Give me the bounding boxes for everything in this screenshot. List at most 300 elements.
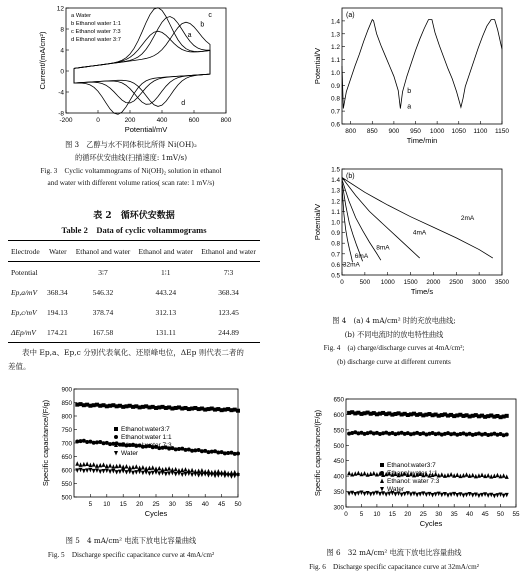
data-point xyxy=(92,462,96,467)
data-point xyxy=(449,493,453,498)
panel-label: (a) xyxy=(346,12,355,19)
legend-marker xyxy=(380,487,384,492)
x-tick-label: 950 xyxy=(410,128,421,135)
cell: 131.11 xyxy=(155,327,176,337)
legend-marker xyxy=(114,435,118,439)
data-point xyxy=(200,468,204,473)
data-point xyxy=(431,493,435,498)
x-axis-label: Time/s xyxy=(410,287,434,296)
table-note-cont: 差值。 xyxy=(8,362,31,371)
data-point xyxy=(236,409,240,413)
fig6-caption-cn: 图 6 32 mA/cm² 电流下放电比容量曲线 xyxy=(326,548,462,557)
fig4b-chart xyxy=(312,165,517,305)
x-tick-label: 45 xyxy=(218,501,226,508)
data-point xyxy=(465,493,469,498)
data-point xyxy=(480,493,484,498)
y-tick-label: 650 xyxy=(61,454,72,461)
data-point xyxy=(115,470,119,475)
data-point xyxy=(167,466,171,471)
data-point xyxy=(505,414,509,418)
y-tick-label: 0.9 xyxy=(331,230,340,238)
row-label: Potential xyxy=(11,267,38,277)
data-point xyxy=(233,470,237,475)
row-label: ΔEp/mV xyxy=(11,327,36,337)
plot-frame xyxy=(342,8,502,124)
fig4-caption-en: Fig. 4 (a) charge/discharge curves at 4mA/cm²; xyxy=(323,344,465,352)
data-point xyxy=(502,494,506,499)
x-axis-label: Cycles xyxy=(144,509,168,518)
data-point xyxy=(381,491,385,496)
data-point xyxy=(492,494,496,499)
curve-label: 8mA xyxy=(376,244,390,252)
data-point xyxy=(489,474,493,479)
data-point xyxy=(216,473,220,478)
data-point xyxy=(353,471,357,476)
y-tick-label: 8 xyxy=(60,26,64,34)
legend-marker xyxy=(114,427,118,431)
data-point xyxy=(375,472,379,477)
x-tick-label: 500 xyxy=(359,279,371,286)
x-tick-label: 800 xyxy=(345,128,357,135)
x-axis-label: Cycles xyxy=(419,519,443,528)
data-point xyxy=(446,473,450,478)
data-point xyxy=(502,473,506,478)
y-tick-label: 1.4 xyxy=(331,177,340,185)
data-point xyxy=(213,474,217,479)
x-tick-label: 1000 xyxy=(429,128,445,135)
x-axis-label: Time/min xyxy=(406,136,438,145)
discharge-curve xyxy=(342,186,353,262)
table-row xyxy=(8,322,260,343)
data-point xyxy=(495,493,499,498)
cell xyxy=(44,262,72,283)
y-tick-label: 4 xyxy=(60,47,64,55)
x-tick-label: 1000 xyxy=(380,279,395,286)
data-point xyxy=(424,493,428,498)
data-point xyxy=(384,492,388,497)
data-point xyxy=(200,473,204,478)
curve-label: c xyxy=(208,11,212,19)
data-point xyxy=(347,491,351,496)
legend-entry: Ethanol:water 1:1 xyxy=(387,470,438,477)
y-tick-label: 400 xyxy=(333,473,344,481)
data-point xyxy=(102,462,106,467)
data-point xyxy=(437,492,441,497)
data-point xyxy=(366,472,370,477)
data-point xyxy=(505,493,509,498)
data-point xyxy=(226,473,230,478)
data-point xyxy=(369,492,373,497)
x-tick-label: -200 xyxy=(59,117,73,124)
fig5-caption-cn: 图 5 4 mA/cm² 电流下放电比容量曲线 xyxy=(65,536,197,545)
x-tick-label: 900 xyxy=(388,128,400,135)
legend-marker xyxy=(380,479,384,484)
table2-title-cn: 表 2 循环伏安数据 xyxy=(93,211,175,221)
x-tick-label: 25 xyxy=(419,511,427,518)
y-tick-label: 450 xyxy=(333,458,344,466)
x-tick-label: 400 xyxy=(156,117,168,124)
data-point xyxy=(474,474,478,479)
data-point xyxy=(75,468,79,473)
data-point xyxy=(206,469,210,474)
table-row xyxy=(8,282,260,302)
data-point xyxy=(98,469,102,474)
data-point xyxy=(197,473,201,478)
x-tick-label: 1100 xyxy=(473,128,488,135)
y-tick-label: 600 xyxy=(61,467,72,475)
data-point xyxy=(184,472,188,477)
data-point xyxy=(477,494,481,499)
discharge-curve xyxy=(342,180,381,261)
x-tick-label: 2000 xyxy=(426,279,441,286)
cell: 1∶1 xyxy=(161,267,171,277)
y-axis-label: Specific capacitance/(F/g) xyxy=(41,399,50,487)
data-point xyxy=(495,473,499,478)
data-point xyxy=(161,471,165,476)
y-tick-label: 0.7 xyxy=(330,108,340,116)
x-tick-label: 3000 xyxy=(472,279,487,286)
data-point xyxy=(455,493,459,498)
table-row xyxy=(8,262,260,283)
cell: 7∶3 xyxy=(223,267,234,277)
fig4-caption-cn2: (b) 不同电流时的放电特性曲线 xyxy=(344,330,444,339)
data-point xyxy=(170,471,174,476)
data-point xyxy=(190,473,194,478)
data-point xyxy=(174,472,178,477)
fig4-caption-cn: 图 4 (a) 4 mA/cm² 时的充放电曲线; xyxy=(332,316,456,325)
data-point xyxy=(458,474,462,479)
y-tick-label: 1.2 xyxy=(331,198,340,206)
x-tick-label: 1150 xyxy=(495,128,509,135)
data-point xyxy=(363,471,367,476)
data-point xyxy=(359,491,363,496)
y-tick-label: 12 xyxy=(56,5,64,13)
data-point xyxy=(468,473,472,478)
data-point xyxy=(471,493,475,498)
data-point xyxy=(79,468,83,473)
data-point xyxy=(144,470,148,475)
y-tick-label: 850 xyxy=(61,400,72,407)
data-point xyxy=(461,473,465,478)
y-tick-label: 1.3 xyxy=(330,31,340,39)
y-tick-label: 550 xyxy=(333,427,344,435)
row-label: Ep,a/mV xyxy=(11,287,38,297)
curve-label: a xyxy=(407,103,412,111)
data-point xyxy=(505,474,509,479)
fig3-chart xyxy=(38,4,238,134)
x-tick-label: 40 xyxy=(466,511,474,518)
x-tick-label: 10 xyxy=(373,511,381,518)
data-point xyxy=(187,471,191,476)
cell: 194.13 xyxy=(47,307,68,317)
data-point xyxy=(452,492,456,497)
y-tick-label: 0.5 xyxy=(331,272,340,280)
x-tick-label: 20 xyxy=(136,501,144,508)
y-tick-label: 600 xyxy=(333,411,344,419)
y-tick-label: 0.8 xyxy=(331,240,340,248)
table2-title-en: Table 2 Data of cyclic voltammograms xyxy=(61,225,207,235)
data-point xyxy=(409,492,413,497)
data-point xyxy=(118,463,122,468)
data-point xyxy=(477,473,481,478)
data-point xyxy=(203,472,207,477)
fig6-chart xyxy=(312,395,520,535)
y-tick-label: 800 xyxy=(61,413,72,421)
data-point xyxy=(85,468,89,473)
data-point xyxy=(102,469,106,474)
cell: 174.21 xyxy=(47,327,68,337)
data-point xyxy=(378,492,382,497)
y-axis-label: Potential/V xyxy=(313,47,322,85)
x-tick-label: 55 xyxy=(512,511,520,518)
data-point xyxy=(75,461,79,466)
fig5-caption-en: Fig. 5 Discharge specific capacitance curve at 4mA/cm² xyxy=(47,551,215,559)
data-point xyxy=(151,465,155,470)
data-point xyxy=(356,491,360,496)
x-tick-label: 0 xyxy=(96,117,100,124)
data-point xyxy=(499,474,503,479)
y-tick-label: 1.1 xyxy=(330,57,340,65)
data-point xyxy=(134,470,138,475)
y-tick-label: 650 xyxy=(333,396,344,404)
x-tick-label: 15 xyxy=(119,501,127,508)
data-point xyxy=(124,464,128,469)
data-point xyxy=(118,470,122,475)
data-point xyxy=(474,492,478,497)
x-tick-label: 30 xyxy=(435,511,443,518)
data-point xyxy=(350,491,354,496)
data-point xyxy=(461,493,465,498)
data-table xyxy=(8,240,260,343)
data-point xyxy=(356,471,360,476)
y-tick-label: 500 xyxy=(333,442,344,450)
legend-entry: Water xyxy=(387,486,405,493)
legend-entry: a Water xyxy=(71,13,92,19)
x-tick-label: 40 xyxy=(201,501,209,508)
x-tick-label: 5 xyxy=(359,511,364,518)
y-tick-label: 0.6 xyxy=(331,261,340,269)
data-point xyxy=(483,474,487,479)
data-point xyxy=(151,471,155,476)
data-point xyxy=(108,463,112,468)
table-header: Ethanol and water xyxy=(201,246,256,256)
data-point xyxy=(443,473,447,478)
y-tick-label: -8 xyxy=(58,110,64,118)
x-tick-label: 25 xyxy=(152,501,160,508)
y-tick-label: 550 xyxy=(61,481,72,488)
data-point xyxy=(134,464,138,469)
data-point xyxy=(443,492,447,497)
data-point xyxy=(434,492,438,497)
data-point xyxy=(505,432,509,436)
data-point xyxy=(350,472,354,477)
data-point xyxy=(471,473,475,478)
legend-entry: Water xyxy=(121,450,139,457)
curve-label: b xyxy=(407,88,412,96)
fig3-caption-en2: and water with different volume ratios( scan rate: 1 mV/s) xyxy=(47,179,215,187)
fig3-caption-en: Fig. 3 Cyclic voltammograms of Ni(OH)₂ solution in ethanol xyxy=(40,167,222,175)
cell: 167.58 xyxy=(92,327,114,337)
data-point xyxy=(164,472,168,477)
cell: 312.13 xyxy=(155,307,177,317)
data-point xyxy=(427,492,431,497)
data-point xyxy=(446,493,450,498)
cell: 123.45 xyxy=(218,307,239,317)
data-point xyxy=(483,492,487,497)
curve-label: 4mA xyxy=(412,229,427,237)
data-point xyxy=(92,469,96,474)
data-point xyxy=(177,471,181,476)
legend-entry: d Ethanol water 3:7 xyxy=(71,37,121,43)
table-header: Water xyxy=(48,246,67,256)
legend-entry: Ethanol:water 7:3 xyxy=(121,442,172,449)
x-tick-label: 5 xyxy=(88,501,93,508)
data-point xyxy=(440,472,444,477)
data-point xyxy=(486,493,490,498)
cell: 3∶7 xyxy=(98,267,108,277)
x-tick-label: 800 xyxy=(220,117,232,124)
fig6-caption-en: Fig. 6 Discharge specific capacitance curve at 32mA/cm² xyxy=(309,563,479,571)
row-label: Ep,c/mV xyxy=(11,307,37,317)
y-tick-label: 300 xyxy=(333,504,344,512)
legend-entry: Ethanol:water3:7 xyxy=(121,426,170,433)
x-tick-label: 50 xyxy=(234,501,242,508)
y-tick-label: 1.2 xyxy=(330,44,340,52)
data-point xyxy=(121,469,125,474)
x-tick-label: 0 xyxy=(340,279,344,286)
y-tick-label: 1.4 xyxy=(330,18,340,26)
y-axis-label: Specific capacitance/(F/g) xyxy=(313,409,322,497)
legend-marker xyxy=(380,463,384,467)
data-point xyxy=(141,471,145,476)
table-header: Ethanol and water xyxy=(138,246,194,256)
data-point xyxy=(415,493,419,498)
x-tick-label: 45 xyxy=(481,511,489,518)
x-tick-label: 20 xyxy=(404,511,412,518)
y-tick-label: 0.6 xyxy=(330,121,340,129)
data-point xyxy=(468,492,472,497)
curve-label: 2mA xyxy=(460,214,475,222)
y-axis-label: Potential/V xyxy=(313,203,322,241)
data-point xyxy=(85,461,89,466)
data-point xyxy=(406,491,410,496)
y-tick-label: 1.5 xyxy=(331,166,340,174)
curve-label: 32mA xyxy=(342,261,360,269)
x-tick-label: 1500 xyxy=(403,279,418,286)
y-axis-label: Current/(mA/cm²) xyxy=(38,31,47,90)
data-point xyxy=(458,492,462,497)
y-tick-label: 0.8 xyxy=(330,95,340,103)
cell: 244.89 xyxy=(218,327,239,337)
cell: 546.32 xyxy=(92,287,114,297)
x-tick-label: 35 xyxy=(450,511,458,518)
data-point xyxy=(486,473,490,478)
x-tick-label: 2500 xyxy=(449,279,464,286)
y-tick-label: 900 xyxy=(61,386,72,394)
x-tick-label: 600 xyxy=(188,117,200,124)
data-point xyxy=(167,471,171,476)
data-point xyxy=(369,472,373,477)
data-point xyxy=(128,470,132,475)
y-tick-label: 1.1 xyxy=(331,208,340,216)
fig3-caption-cn2: 的循环伏安曲线(扫描速度: 1mV/s) xyxy=(74,153,188,162)
data-point xyxy=(233,474,237,479)
table-row xyxy=(8,302,260,322)
data-point xyxy=(353,492,357,497)
y-tick-label: 0.7 xyxy=(331,251,340,259)
legend-entry: b Ethanol water 1:1 xyxy=(71,21,121,27)
fig4-caption-en2: (b) discharge curve at different currents xyxy=(337,358,451,366)
y-tick-label: 0 xyxy=(60,68,64,76)
y-tick-label: 700 xyxy=(61,440,72,448)
y-tick-label: -4 xyxy=(58,89,64,97)
data-point xyxy=(449,472,453,477)
data-point xyxy=(124,470,128,475)
fig3-caption-cn: 图 3 乙醇与水不同体积比所得 Ni(OH)₂ xyxy=(65,140,197,149)
data-point xyxy=(359,472,363,477)
data-point xyxy=(88,468,92,473)
data-point xyxy=(366,491,370,496)
x-tick-label: 3500 xyxy=(494,279,510,286)
table-header: Electrode xyxy=(11,246,40,256)
curve-label: b xyxy=(200,21,205,29)
data-point xyxy=(131,471,135,476)
data-point xyxy=(418,492,422,497)
data-point xyxy=(141,465,145,470)
data-point xyxy=(440,493,444,498)
data-point xyxy=(236,451,240,455)
x-tick-label: 30 xyxy=(168,501,176,508)
x-tick-label: 850 xyxy=(366,128,378,135)
data-point xyxy=(193,472,197,477)
x-tick-label: 1050 xyxy=(451,128,466,135)
data-point xyxy=(372,471,376,476)
data-point xyxy=(492,473,496,478)
x-tick-label: 15 xyxy=(388,511,396,518)
y-tick-label: 1.0 xyxy=(331,219,340,227)
data-point xyxy=(372,491,376,496)
data-point xyxy=(347,471,351,476)
data-point xyxy=(465,472,469,477)
data-point xyxy=(489,493,493,498)
legend-entry: c Ethanol water 7:3 xyxy=(71,29,121,35)
y-tick-label: 500 xyxy=(61,494,72,502)
fig4a-chart xyxy=(312,2,517,152)
y-tick-label: 1.0 xyxy=(330,69,340,77)
data-point xyxy=(206,473,210,478)
curve-label: a xyxy=(187,31,192,39)
cell: 368.34 xyxy=(218,287,239,297)
legend-entry: Ethanol:water3:7 xyxy=(387,462,436,469)
legend-entry: Ethanol:water 1:1 xyxy=(121,434,172,441)
data-point xyxy=(157,466,161,471)
data-point xyxy=(452,473,456,478)
cell: 368.34 xyxy=(47,287,68,297)
data-point xyxy=(455,472,459,477)
x-tick-label: 50 xyxy=(497,511,505,518)
legend-marker xyxy=(114,451,118,456)
cell: 378.74 xyxy=(92,307,114,317)
data-point xyxy=(480,473,484,478)
data-point xyxy=(138,470,142,475)
panel-label: (b) xyxy=(346,173,355,180)
y-tick-label: 1.3 xyxy=(331,187,340,195)
data-point xyxy=(184,467,188,472)
data-point xyxy=(229,474,233,479)
y-tick-label: 0.9 xyxy=(330,82,340,90)
data-point xyxy=(154,470,158,475)
fig5-chart xyxy=(40,385,260,525)
